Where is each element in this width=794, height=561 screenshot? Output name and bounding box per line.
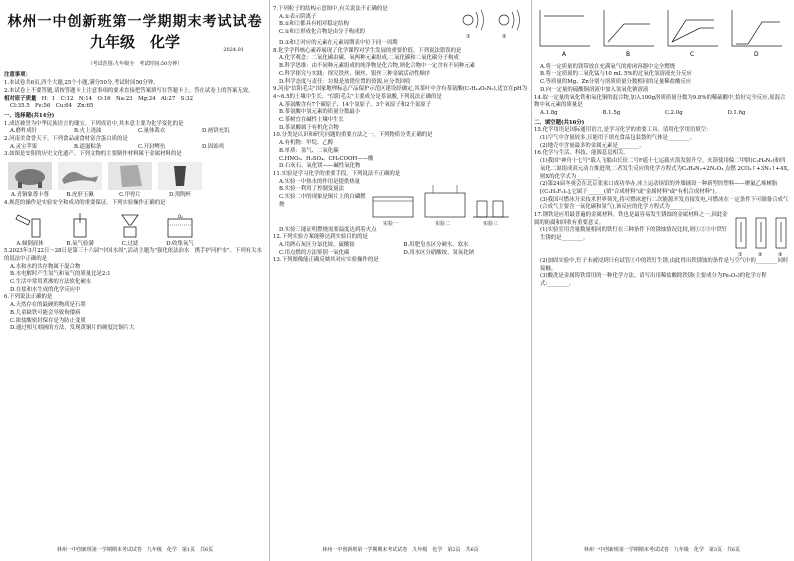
option: B.氧气验满 [66, 240, 94, 247]
figure-caption: 实验一 [383, 220, 399, 227]
column-3 [534, 0, 790, 561]
section-heading: 二、填空题(共16分) [534, 119, 585, 126]
question-stem: 14.取一定量的氧化铁和氧化铜的混合物,加入100g溶质质量分数为9.8%的稀硫酸中,恰好完全反应,原混合物中氧元素的质量是 [534, 94, 786, 109]
option: B.道滋粽条 [74, 143, 102, 150]
option: A.灵宝苹果 [10, 143, 38, 150]
artifact-images [8, 162, 266, 190]
filtration-image [108, 211, 152, 239]
option: A.磨杵成针 [10, 128, 38, 135]
ion-structure-diagram [454, 6, 528, 40]
option: D.画饼充饥 [202, 128, 230, 135]
option: D.向一定量的硫酸铜溶液中加入氢氧化钠溶液 [540, 86, 649, 93]
option: B.用肥皂水区分硬水、软水 [403, 242, 469, 249]
option: B.实验一利用了控制变量法 [279, 186, 344, 193]
q13-graphs [534, 6, 790, 60]
figure-caption: 实验三 [483, 220, 499, 227]
question-options [273, 242, 528, 250]
option: D.石灰石、氧化镁——碱性氧化物 [279, 163, 361, 170]
question-part: (1)我国"神舟十七号"载人飞船由长征二号F遥十七运载火箭发射升空。火箭使用偏二甲肼(C₂H₈N₂)和四氧化二氮组成双元动力推进剂,二者发生反应的化学方程式为C₂H₈N₂+2N₂O₄ 点燃 2CO₂↑+3N₂↑+4X,则X的化学式为________。 [540, 158, 789, 180]
option: A.茶氨酸含有7个碳原子、14个氢原子、3个氧原子和2个氮原子 [279, 101, 432, 108]
notes-line: 2.本试卷上不要答题,请按答题卡上注意事项的要求直接把答案填写在答题卡上。答在试卷上的答案无效。 [4, 87, 254, 94]
question-part: (2)加固实验中,钉子未被浸到只有试管①中的铁钉生锈,由此得出铁锈蚀的条件是与空气中的________同时接触。 [540, 258, 789, 272]
question-options [534, 110, 790, 118]
graph-label: A [562, 51, 567, 58]
section-heading: 一、选择题(共14分) [4, 112, 55, 119]
pouring-liquid-image [8, 211, 52, 239]
exam-date: 2024.01 [223, 47, 244, 53]
option: A.有机物：甲烷、乙醇 [279, 140, 334, 147]
option: D.黑陶杯 [168, 192, 191, 199]
atomic-mass-line: Cl:35.5 Fe:56 Cu:64 Zn:65 [10, 103, 94, 110]
option: C.实验二中的现象是铜片上的白磷燃烧 [279, 194, 366, 208]
option: A.天然存在的最硬的物质是石墨 [10, 302, 86, 309]
option: A.水和水的共存物属于混合物 [10, 263, 81, 270]
option: C.茶树宜在碱性土壤中生长 [279, 117, 344, 124]
column-divider [269, 0, 270, 561]
option: D.科学态度与责任：垃圾是放错位置的资源,应分类回收 [279, 78, 411, 85]
option: B.儿童缺铁可能会导致佝偻病 [10, 309, 81, 316]
question-part: (1)实验室用含量数量相同的铁钉在三种条件下的锈蚀情况比较,则①②③中铁钉生锈的是________。 [540, 227, 728, 242]
option: C.科学探究与实践：探究铁丝、铜丝、银丝三种金属活动性顺序 [279, 70, 431, 77]
question-stem: 1.成语被誉为中华民族语言的瑰宝。下列成语中,其本意主要为化学变化的是 [4, 120, 184, 127]
rust-experiment-tubes [732, 212, 790, 258]
question-stem: 2.河南美食誉天下。下列食品或食材富含蛋白质的是 [4, 136, 128, 143]
option: A.青铜象尊卡尊 [11, 192, 49, 199]
question-stem: 15.化学用语是国际通用语言,是学习化学的重要工具。请用化学用语填空： [534, 127, 712, 134]
question-part: (2)地壳中含量最多的金属元素是________。 [540, 142, 645, 149]
artifact-captions [8, 192, 266, 200]
graph-label: B [626, 51, 631, 58]
column-divider [531, 0, 532, 561]
option: B.水电解时产生氢气和氧气的质量比是2:1 [10, 271, 111, 278]
question-stem: 4.规范的操作是实验安全和成功的重要保证。下列实验操作正确的是 [4, 199, 166, 206]
page-footer: 林州一中创新班第一学期期末考试试卷 九年级 化学 第3页 共6页 [583, 547, 741, 554]
option: C.量体裁衣 [138, 128, 166, 135]
option: A.①表示阴离子 [279, 13, 317, 20]
column-1 [4, 0, 266, 561]
option: A.实验一中热水的作用是提供热量 [279, 178, 361, 185]
option: B.单质：氢气、二氧化碳 [279, 147, 339, 154]
option: B.1.5g [602, 109, 621, 116]
option: B.茶氨酸中氢元素的质量分数最小 [279, 109, 361, 116]
figure-caption: 实验二 [435, 220, 451, 227]
option: C.用点燃的方法鉴别一氧化碳 [279, 249, 350, 256]
page-footer: 林州一中创新班第一学期期末考试试卷 九年级 化学 第2页 共6页 [322, 547, 479, 554]
question-stem: 10.分类是认识和研究问题的重要方法之一。下列物质分类正确的是 [273, 132, 433, 139]
option: D.①和②对应的元素在元素周期表中位于同一周期 [279, 40, 398, 46]
atomic-mass-line: H：1 C:12 N:14 O:16 Na:23 Mg:24 Al:27 S:32 [41, 95, 194, 102]
option: C.甲骨片 [119, 192, 141, 199]
option: B.①和②都具有相对稳定结构 [279, 21, 349, 28]
question-part: (3)酸洗是金属铸铁常用的一种化学方法。请写出用稀盐酸除铁锈(主要成分为Fe₂O₃)的化学方程式:________。 [540, 273, 767, 288]
notes-line: 1.本试卷共6页,四个大题,25个小题,满分50分,考试时间50分钟。 [4, 80, 159, 87]
question-stem: 16.化学与生活、科技、能源息息相关。 [534, 150, 629, 157]
svg-text:O₂: O₂ [178, 213, 183, 219]
option: D.实验三能证明燃烧需要温度达到着火点 [279, 226, 377, 233]
question-part: (2)第24届冬奥会在北京张家口成功举办,冰上运动场馆的外墙铺设一种新型的塑料——聚氟乙烯树脂[(C₂H₂F₂)ₙ],它属于______(填"合成材料"或"金属材料"或"有机合成材料")。 [540, 181, 778, 195]
page-footer: 林州一中创新班第一学期期末考试试卷 九年级 化学 第1页 共6页 [56, 547, 214, 554]
question-stem: 9.河南"信阳毛尖"国家地理标志产品保护示范区建设经确定,其茶叶中含有茶氨酸(C₇H₁₄O₃N₂),适宜在pH为4~6.5的土壤中生长。"信阳毛尖"主要成分是茶氨酸,下列说法正确的是 [273, 86, 528, 100]
diagram-label: ① [466, 34, 471, 40]
exam-title: 林州一中创新班第一学期期末考试试卷 [7, 14, 263, 30]
bronze-vessel-image [8, 162, 52, 190]
option: C.等质量的Mg、Zn分别与溶质质量分数相同的足量稀盐酸反应 [540, 79, 692, 86]
option: D.收集氧气 [166, 240, 194, 247]
column-2 [273, 0, 528, 561]
question-stem: 11.实验是学习化学的重要手段。下列说法不正确的是 [273, 170, 401, 177]
question-options [4, 128, 266, 136]
notes-heading: 注意事项： [4, 72, 31, 79]
combustion-experiment-diagram [369, 179, 525, 227]
option: A.用熟石灰区分氯化铵、硫酸铵 [279, 242, 355, 249]
exam-info: （考试范围:九年级全 考试时间:50分钟） [87, 60, 183, 67]
tube-label: ① [738, 252, 743, 259]
option: B.科学思维：由不同种元素组成的纯净物是化合物,则化合物中一定含有不同种元素 [279, 63, 476, 70]
option: D.在盐和水生成的化学反应中 [10, 286, 81, 293]
question-stem: 6.下列说法正确的是 [4, 294, 53, 301]
option: D.通过相互刻画的方法，发现黄铜片的硬度比铜片大 [10, 325, 135, 332]
option: D.1.6g [727, 109, 746, 116]
option: C.过滤 [121, 240, 139, 247]
lab-operation-images [8, 211, 266, 239]
option: C.HNO₃、H₂SO₄、CH₃COOH——酸 [279, 155, 374, 162]
option: C.2.0g [665, 109, 683, 116]
option: A.倾倒液体 [16, 240, 44, 247]
option: B.火上浇油 [74, 128, 102, 135]
option: A.将一定质量的镁带放在充满氧气的密闭容器中完全燃烧 [540, 63, 675, 70]
q17-block [534, 212, 790, 258]
question-stem: 17.钢铁是应用最普遍的金属材料。铁也是最容易发生锈蚀的金属材料之一,因此金属的防腐和回收有重要意义。 [534, 212, 728, 226]
option: C.开封鲤鱼 [138, 143, 166, 150]
option: B.将一定质量的二氧化锰与10 mL 5%的过氧化氢溶液充分反应 [540, 71, 692, 78]
graph-label: C [690, 51, 695, 58]
question-stem: 3.如图是安阳的历史文化遗产。下列文物的主要制作材料属于金属材料的是 [4, 151, 182, 158]
q11-block [273, 179, 528, 227]
option: A.化学观念：二氧化碳由碳、氧两种元素组成,二氧化碳和二氧化碳分子构成 [279, 55, 459, 62]
option: C.①和②形成化合物是由分子构成的 [279, 29, 365, 36]
diagram-label: ② [502, 34, 507, 40]
gas-collection-image [158, 211, 202, 239]
question-stem: 5.2023年3月22日～28日是第三十六届"中国水周",活动主题为"强化依法治水 携手护河护水"。下列有关水的说法中正确的是 [4, 248, 262, 262]
question-part: (1)空气中含量较多,且能用于填充食品包装袋的气体是________。 [540, 135, 695, 142]
question-stem: 7.下列粒子的结构示意图中,有关说法不正确的是 [273, 6, 388, 12]
question-stem: 12.下列实验方案能够达到实验目的的是 [273, 234, 368, 241]
oracle-bone-image [108, 162, 152, 190]
question-stem: 8.化学学科核心素养展现了化学课程对学生发展的重要价值。下列说法错误的是 [273, 47, 462, 54]
atomic-mass-label: 相对原子质量 [4, 95, 37, 102]
option: A.1.8g [540, 109, 558, 116]
option: D.茶氨酸属于有机化合物 [279, 124, 339, 131]
q7-block [273, 6, 528, 40]
tube-label: ③ [778, 252, 783, 259]
tube-label: ② [758, 252, 763, 259]
question-stem: 13.下列图像能正确反映其对应实验操作的是 [273, 257, 379, 264]
option: D.用水区分硝酸铵、氢氧化钠 [403, 249, 475, 256]
option: C.浓盐酸密封保存是为防止变质 [10, 317, 86, 324]
option: D.固始鸡 [202, 143, 225, 150]
jade-tiger-image [58, 162, 102, 190]
oxygen-test-image [58, 211, 102, 239]
question-part: (3)我国可燃冰开采技术世界领先,将可燃冰进行二次能源开发直接发电,可燃冰在一定条件下可制备合成气(合成气主要含一氧化碳和氢气),该反应的化学方程式为________。 [540, 196, 789, 211]
option: B.虎形玉佩 [66, 192, 94, 199]
graph-label: D [754, 51, 759, 58]
option: C.生活中常用煮沸的方法软化硬水 [10, 279, 92, 286]
black-pottery-cup-image [158, 162, 202, 190]
exam-subtitle: 九年级 化学 [89, 33, 180, 51]
